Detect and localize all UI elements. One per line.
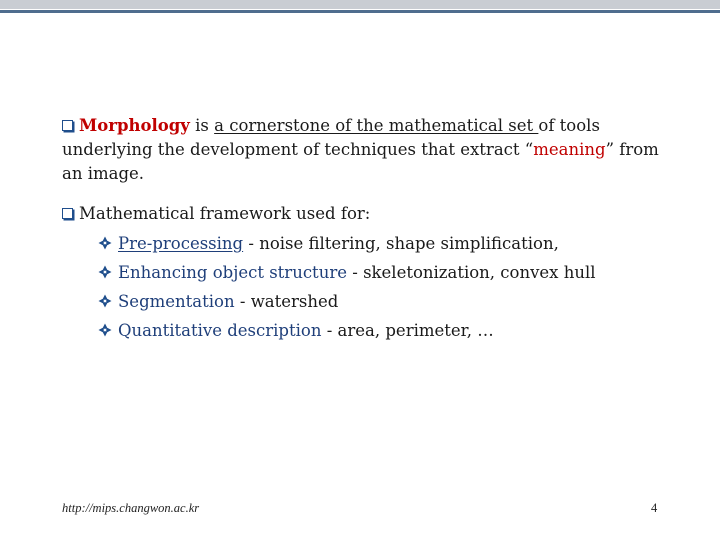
slide-body [62, 114, 662, 343]
diamond-bullet-icon [98, 265, 112, 279]
page-number: 4 [651, 501, 658, 515]
list-item [98, 319, 662, 343]
text-of-tools: of tools underlying the development of techniques that extract “ [62, 116, 600, 159]
item-sep: - [243, 234, 260, 253]
diamond-bullet-icon [98, 294, 112, 308]
item-desc: noise filtering, shape simplification, [259, 234, 559, 253]
item-term: Quantitative description [118, 321, 322, 340]
paragraph-framework [62, 202, 662, 343]
header-rule [0, 10, 720, 13]
item-sep: - [234, 292, 251, 311]
item-term: Pre-processing [118, 234, 244, 253]
diamond-bullet-icon [98, 236, 112, 250]
footer-url: http://mips.changwon.ac.kr [62, 501, 200, 515]
framework-heading: Mathematical framework used for: [79, 204, 371, 223]
text-from-image: ” from an image. [62, 140, 659, 183]
item-sep: - [321, 321, 338, 340]
term-meaning: meaning [533, 140, 606, 159]
list-item [98, 261, 662, 285]
item-desc: watershed [250, 292, 339, 311]
header-bar [0, 0, 720, 9]
text-cornerstone: a cornerstone of the mathematical set [214, 116, 539, 135]
list-item [98, 290, 662, 314]
paragraph-morphology [62, 114, 662, 186]
diamond-bullet-icon [98, 323, 112, 337]
term-morphology: Morphology [79, 116, 190, 135]
square-bullet-icon [62, 120, 73, 131]
item-desc: area, perimeter, … [337, 321, 494, 340]
item-sep: - [346, 263, 364, 282]
item-term: Segmentation [118, 292, 235, 311]
item-desc: skeletonization, convex hull [363, 263, 596, 282]
text-is: is [189, 116, 215, 135]
square-bullet-icon [62, 208, 73, 219]
framework-list [62, 232, 662, 343]
item-term: Enhancing object structure [118, 263, 347, 282]
list-item [98, 232, 662, 256]
